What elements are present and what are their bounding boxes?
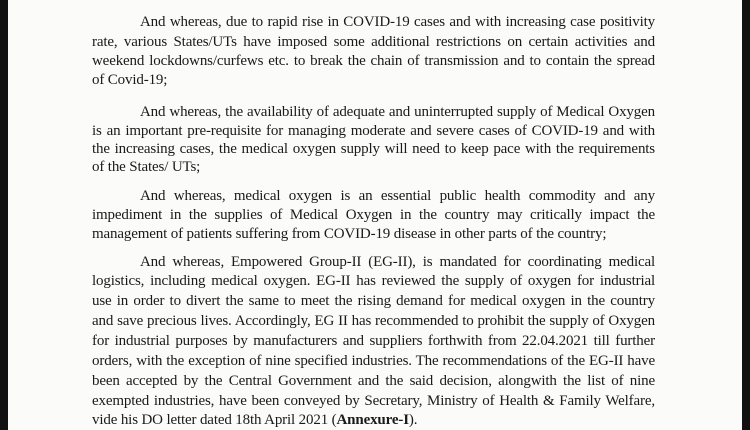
annexure-reference: Annexure-I (336, 412, 409, 428)
paragraph-4-line-8: exempted industries, have been conveyed by Secretary, Ministry of Health & Family Welfare, (92, 393, 655, 409)
paragraph-4-line-4: and save precious lives. Accordingly, EG II has recommended to prohibit the supply of Oxygen (92, 313, 655, 329)
paragraph-2-line-2: is an important pre-requisite for managing moderate and severe cases of COVID-19 and with (92, 123, 655, 139)
document-page (8, 0, 742, 430)
paragraph-1-line-3: weekend lockdowns/curfews etc. to break the chain of transmission and to contain the spread (92, 53, 655, 69)
paragraph-4-line-9 (92, 411, 655, 429)
paragraph-3-line-1: And whereas, medical oxygen is an essential public health commodity and any (140, 188, 655, 204)
paragraph-3-line-3: management of patients suffering from COVID-19 disease in other parts of the country; (92, 226, 607, 242)
line-text: vide his DO letter dated 18th April 2021 ( (92, 412, 337, 428)
paragraph-4-line-5: for industrial purposes by manufacturers and suppliers forthwith from 22.04.2021 till further (92, 333, 655, 349)
paragraph-1-line-1: And whereas, due to rapid rise in COVID-19 cases and with increasing case positivity (140, 14, 655, 30)
closing-punctuation: ). (408, 412, 418, 428)
paragraph-1-line-2: rate, various States/UTs have imposed some additional restrictions on certain activities and (92, 34, 655, 50)
paragraph-4-line-7: been accepted by the Central Government and the said decision, alongwith the list of nine (92, 373, 655, 389)
paragraph-4-line-3: use in order to divert the same to meet the rising demand for medical oxygen in the country (92, 293, 655, 309)
paragraph-4-line-1: And whereas, Empowered Group-II (EG-II), is mandated for coordinating medical (140, 254, 655, 270)
paragraph-3-line-2: impediment in the supplies of Medical Oxygen in the country may critically impact the (92, 207, 655, 223)
paragraph-2-line-1: And whereas, the availability of adequate and uninterrupted supply of Medical Oxygen (140, 104, 655, 120)
paragraph-2-line-3: the increasing cases, the medical oxygen supply will need to keep pace with the requirements (92, 141, 655, 157)
paragraph-4-line-2: logistics, including medical oxygen. EG-II has reviewed the supply of oxygen for industrial (92, 273, 655, 289)
paragraph-2-line-4: of the States/ UTs; (92, 159, 201, 175)
paragraph-1-line-4: of Covid-19; (92, 72, 168, 88)
paragraph-4-line-6: orders, with the exception of nine specified industries. The recommendations of the EG-II have (92, 353, 655, 369)
